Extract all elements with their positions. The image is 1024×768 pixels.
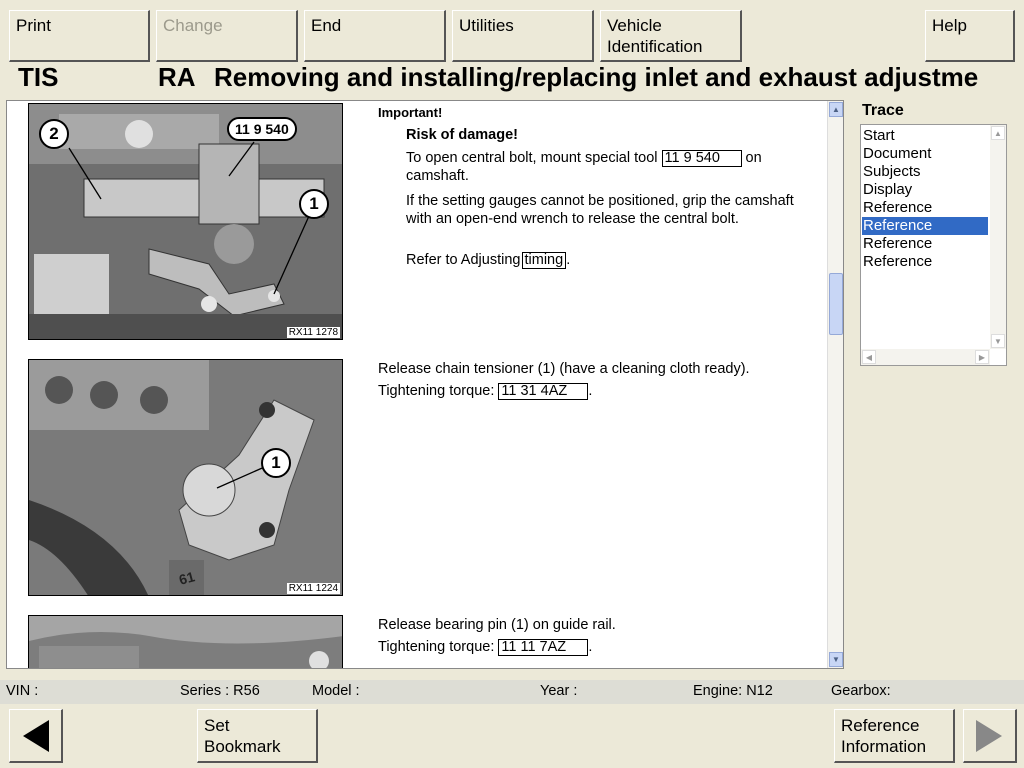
torque-spec-link[interactable]: 11 31 4AZ <box>498 383 588 400</box>
trace-list[interactable] <box>860 124 1007 366</box>
adjusting-timing-link[interactable]: timing <box>522 252 567 269</box>
torque-label: Tightening torque: <box>378 383 495 399</box>
step2-torque <box>378 382 592 400</box>
figure-chain-tensioner <box>28 359 343 596</box>
trace-item-document[interactable]: Document <box>863 145 932 162</box>
trace-item-display[interactable]: Display <box>863 181 913 198</box>
set-bookmark-label-1: Set <box>204 716 230 735</box>
risk-heading: Risk of damage! <box>406 127 518 143</box>
series-label: Series : R56 <box>180 683 260 699</box>
utilities-button-label: Utilities <box>459 16 514 35</box>
figure-code: RX11 1278 <box>288 327 338 338</box>
step1-para2: If the setting gauges cannot be positioned, grip the camshaft with an open-end wrench to release the central bolt. <box>406 193 794 227</box>
content-scrollbar[interactable] <box>827 101 843 668</box>
end-button[interactable] <box>304 10 446 62</box>
arrow-right-icon <box>976 720 1002 752</box>
trace-scroll-left-icon[interactable]: ◀ <box>862 350 876 364</box>
torque-label: Tightening torque: <box>378 639 495 655</box>
figure-guide-rail <box>28 615 343 669</box>
reference-information-label-2: Information <box>841 737 927 756</box>
step2-text: Release chain tensioner (1) (have a cleaning cloth ready). <box>378 361 750 377</box>
set-bookmark-button[interactable] <box>197 709 318 763</box>
reference-information-label-1: Reference <box>841 716 920 735</box>
torque-spec-link[interactable]: 11 11 7AZ <box>498 639 588 656</box>
vehicle-identification-label-2: Identification <box>607 37 703 56</box>
torque-post: . <box>588 383 593 399</box>
year-label: Year : <box>540 683 578 699</box>
callout-tool-number: 11 9 540 <box>227 117 297 141</box>
figure-code: RX11 1224 <box>288 583 338 594</box>
arrow-left-icon <box>23 720 49 752</box>
set-bookmark-label-2: Bookmark <box>204 737 281 756</box>
step1-line1-cont: camshaft. <box>406 168 469 184</box>
reference-information-button[interactable] <box>834 709 955 763</box>
scroll-down-icon[interactable]: ▼ <box>829 652 843 667</box>
step1-line1-text: To open central bolt, mount special tool <box>406 150 658 166</box>
callout-1: 1 <box>299 189 329 219</box>
trace-horizontal-scrollbar[interactable] <box>861 349 990 365</box>
guide-rail-photo <box>29 616 343 669</box>
vehicle-identification-button[interactable] <box>600 10 742 62</box>
figure-camshaft-tool <box>28 103 343 340</box>
trace-scroll-right-icon[interactable]: ▶ <box>975 350 989 364</box>
back-button[interactable] <box>9 709 63 763</box>
step1-line1-post: on <box>745 150 762 166</box>
trace-scroll-up-icon[interactable]: ▲ <box>991 126 1005 140</box>
step1-para3-post: . <box>566 252 571 268</box>
engine-label: Engine: N12 <box>693 683 773 699</box>
camshaft-photo <box>29 104 343 340</box>
forward-button[interactable] <box>963 709 1017 763</box>
chain-tensioner-photo <box>29 360 343 596</box>
step3-torque <box>378 638 592 656</box>
document-content[interactable] <box>6 100 844 669</box>
vehicle-identification-label-1: Vehicle <box>607 16 662 35</box>
trace-item-reference[interactable]: Reference <box>863 235 933 252</box>
callout-2: 2 <box>39 119 69 149</box>
step1-para3-text: Refer to Adjusting <box>406 252 521 268</box>
help-button-label: Help <box>932 16 967 35</box>
trace-scroll-down-icon[interactable]: ▼ <box>991 334 1005 348</box>
torque-post: . <box>588 639 593 655</box>
step3-text: Release bearing pin (1) on guide rail. <box>378 617 616 633</box>
trace-item-reference[interactable]: Reference <box>863 253 933 270</box>
step1-line1 <box>406 149 806 185</box>
trace-item-start[interactable]: Start <box>863 127 895 144</box>
gearbox-label: Gearbox: <box>831 683 891 699</box>
trace-vertical-scrollbar[interactable] <box>990 125 1006 349</box>
step1-para3 <box>406 251 806 269</box>
page-title: Removing and installing/replacing inlet and exhaust adjustme <box>214 62 979 92</box>
model-label: Model : <box>312 683 360 699</box>
utilities-button[interactable] <box>452 10 594 62</box>
important-heading: Important! <box>378 105 443 120</box>
app-code: TIS <box>18 62 59 92</box>
trace-label: Trace <box>862 102 904 119</box>
change-button-label: Change <box>163 16 223 35</box>
vin-label: VIN : <box>6 683 39 699</box>
trace-item-subjects[interactable]: Subjects <box>863 163 921 180</box>
trace-item-reference[interactable]: Reference <box>863 199 933 216</box>
help-button[interactable] <box>925 10 1015 62</box>
part-number-label: 61 <box>177 568 197 588</box>
special-tool-link[interactable]: 11 9 540 <box>662 150 742 167</box>
document-code: RA <box>158 62 196 92</box>
end-button-label: End <box>311 16 342 35</box>
scrollbar-thumb[interactable] <box>829 273 843 335</box>
print-button-label: Print <box>16 16 51 35</box>
vehicle-status-bar <box>0 680 1024 704</box>
print-button[interactable] <box>9 10 150 62</box>
callout-1: 1 <box>261 448 291 478</box>
change-button[interactable] <box>156 10 298 62</box>
scroll-up-icon[interactable]: ▲ <box>829 102 843 117</box>
trace-item-reference-selected[interactable]: Reference <box>862 217 988 235</box>
